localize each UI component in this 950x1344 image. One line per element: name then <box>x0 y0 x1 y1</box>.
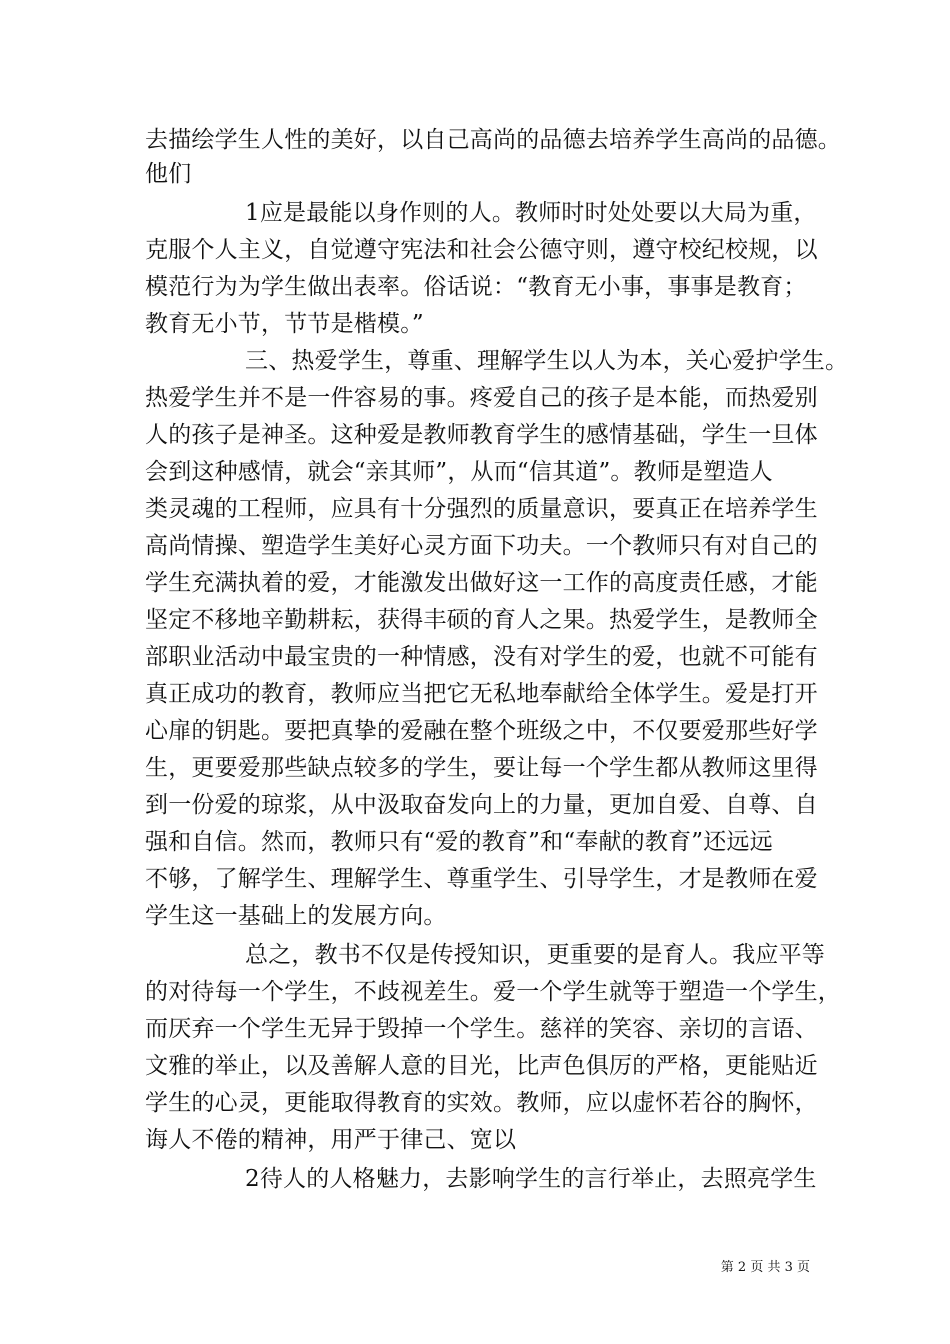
text-line: 热爱学生并不是一件容易的事。疼爱自己的孩子是本能，而热爱别 <box>145 385 818 411</box>
text-line: 他们 <box>145 161 192 187</box>
text-line: 心扉的钥匙。要把真挚的爱融在整个班级之中，不仅要爱那些好学 <box>145 718 818 744</box>
text-line: 坚定不移地辛勤耕耘，获得丰硕的育人之果。热爱学生，是教师全 <box>145 607 818 633</box>
text-line: 部职业活动中最宝贵的一种情感，没有对学生的爱，也就不可能有 <box>145 644 818 670</box>
text-line: 人的孩子是神圣。这种爱是教师教育学生的感情基础，学生一旦体 <box>145 422 818 448</box>
text-line: 而厌弃一个学生无异于毁掉一个学生。慈祥的笑容、亲切的言语、 <box>145 1016 818 1042</box>
text-line: 到一份爱的琼浆，从中汲取奋发向上的力量，更加自爱、自尊、自 <box>145 792 818 818</box>
text-line: 文雅的举止，以及善解人意的目光，比声色俱厉的严格，更能贴近 <box>145 1053 818 1079</box>
text-line: 不够，了解学生、理解学生、尊重学生、引导学生，才是教师在爱 <box>145 866 818 892</box>
text-line: 生，更要爱那些缺点较多的学生，要让每一个学生都从教师这里得 <box>145 755 818 781</box>
text-line: 学生充满执着的爱，才能激发出做好这一工作的高度责任感，才能 <box>145 570 818 596</box>
paragraph-start-line: 1应是最能以身作则的人。教师时时处处要以大局为重， <box>245 200 817 226</box>
text-line: 学生这一基础上的发展方向。 <box>145 903 447 929</box>
page-footer: 第 2 页 共 3 页 <box>720 1260 810 1275</box>
text-line: 会到这种感情，就会“亲其师”，从而“信其道”。教师是塑造人 <box>145 459 773 485</box>
text-line: 真正成功的教育，教师应当把它无私地奉献给全体学生。爱是打开 <box>145 681 818 707</box>
text-line: 克服个人主义，自觉遵守宪法和社会公德守则，遵守校纪校规，以 <box>145 237 818 263</box>
text-line: 高尚情操、塑造学生美好心灵方面下功夫。一个教师只有对自己的 <box>145 533 818 559</box>
text-line: 的对待每一个学生，不歧视差生。爱一个学生就等于塑造一个学生， <box>145 979 841 1005</box>
text-line: 学生的心灵，更能取得教育的实效。教师，应以虚怀若谷的胸怀， <box>145 1090 818 1116</box>
text-line: 模范行为为学生做出表率。俗话说：“教育无小事，事事是教育； <box>145 274 807 300</box>
text-line: 强和自信。然而，教师只有“爱的教育”和“奉献的教育”还远远 <box>145 829 773 855</box>
text-line: 类灵魂的工程师，应具有十分强烈的质量意识，要真正在培养学生 <box>145 496 818 522</box>
paragraph-start-line: 2待人的人格魅力，去影响学生的言行举止，去照亮学生 <box>245 1166 817 1192</box>
text-line: 诲人不倦的精神，用严于律己、宽以 <box>145 1127 517 1153</box>
text-line: 教育无小节，节节是楷模。” <box>145 311 424 337</box>
paragraph-start-line: 总之，教书不仅是传授知识，更重要的是育人。我应平等 <box>245 942 825 968</box>
text-line: 去描绘学生人性的美好，以自己高尚的品德去培养学生高尚的品德。 <box>145 127 841 153</box>
paragraph-start-line: 三、热爱学生，尊重、理解学生以人为本，关心爱护学生。 <box>245 348 849 374</box>
